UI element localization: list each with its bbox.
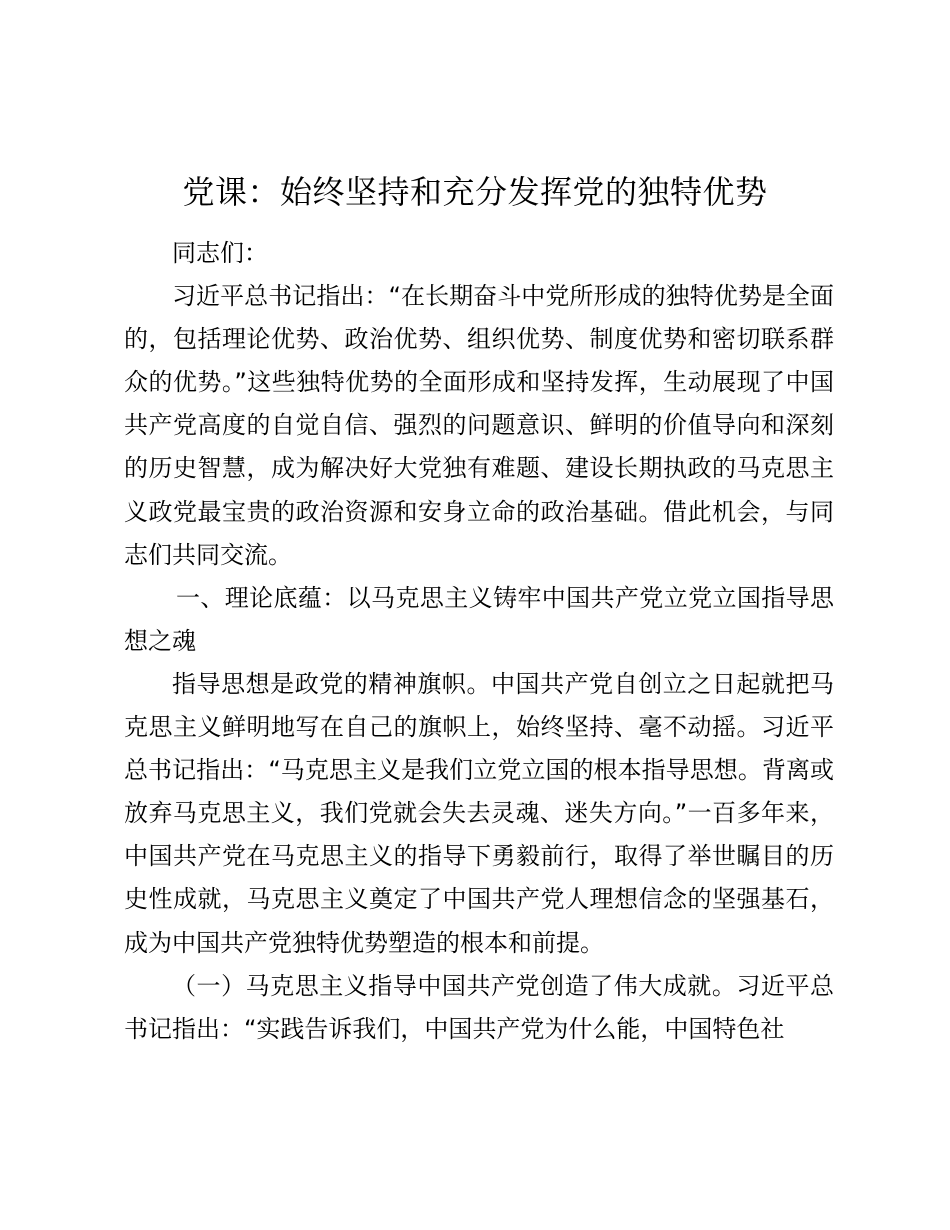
salutation-paragraph: 同志们：	[172, 239, 268, 267]
subsection-paragraph: （一）马克思主义指导中国共产党创造了伟大成就。习近平总书记指出：“实践告诉我们，中国共产党为什么能，中国特色社	[124, 971, 834, 1043]
document-title: 党课：始终坚持和充分发挥党的独特优势	[182, 173, 768, 211]
intro-paragraph: 习近平总书记指出：“在长期奋斗中党所形成的独特优势是全面的，包括理论优势、政治优势、组织优势、制度优势和密切联系群众的优势。”这些独特优势的全面形成和坚持发挥，生动展现了中国共产党高度的自觉自信、强烈的问题意识、鲜明的价值导向和深刻的历史智慧，成为解决好大党独有难题、建设长期执政的马克思主义政党最宝贵的政治资源和安身立命的政治基础。借此机会，与同志们共同交流。	[124, 282, 834, 569]
body-paragraph: 指导思想是政党的精神旗帜。中国共产党自创立之日起就把马克思主义鲜明地写在自己的旗帜上，始终坚持、毫不动摇。习近平总书记指出：“马克思主义是我们立党立国的根本指导思想。背离或放弃马克思主义，我们党就会失去灵魂、迷失方向。”一百多年来，中国共产党在马克思主义的指导下勇毅前行，取得了举世瞩目的历史性成就，马克思主义奠定了中国共产党人理想信念的坚强基石，成为中国共产党独特优势塑造的根本和前提。	[124, 669, 834, 957]
document-body	[124, 232, 834, 1051]
section-heading: 一、理论底蕴：以马克思主义铸牢中国共产党立党立国指导思想之魂	[124, 583, 834, 655]
